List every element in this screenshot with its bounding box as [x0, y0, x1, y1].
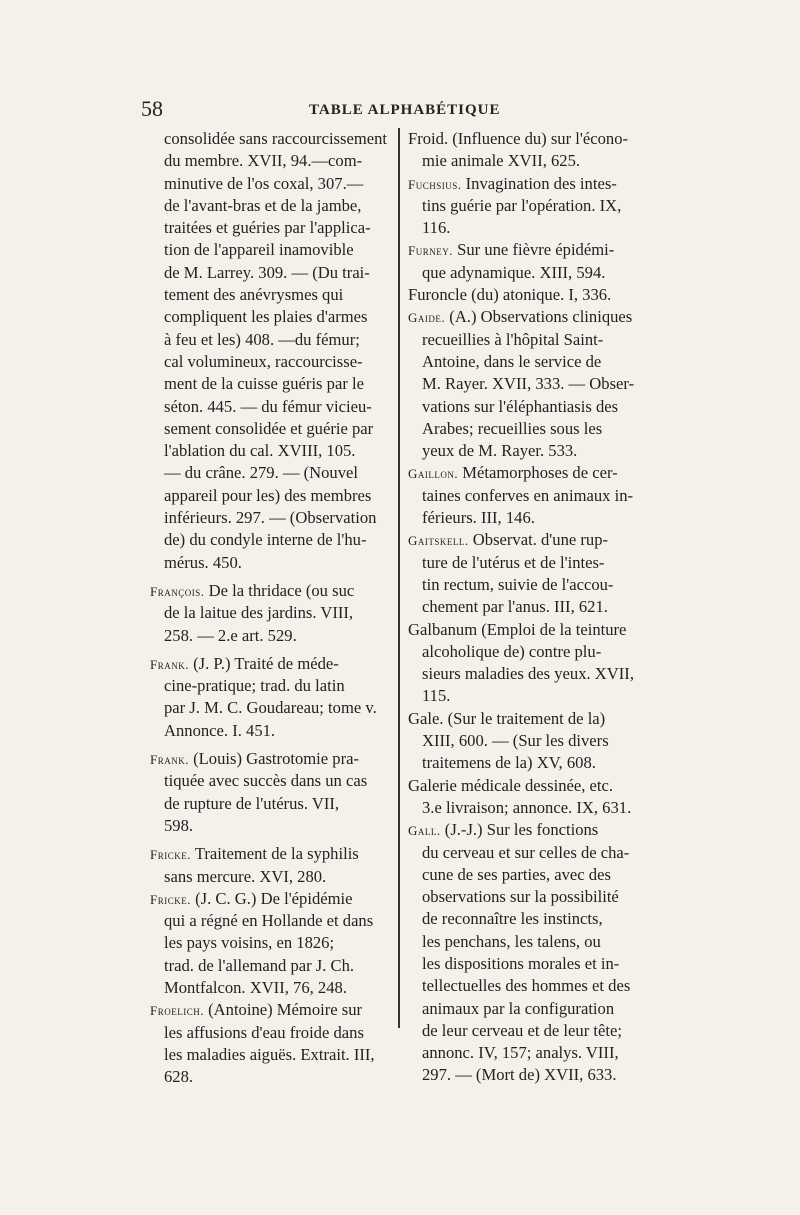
- entry-text: de M. Larrey. 309. — (Du trai-: [164, 262, 370, 282]
- entry-text: taines conferves en animaux in-: [422, 485, 634, 505]
- index-line: [408, 440, 660, 462]
- entry-text: Antoine, dans le service de: [422, 351, 602, 371]
- entry-text: de leur cerveau et de leur tête;: [422, 1020, 622, 1040]
- entry-text: 628.: [164, 1067, 194, 1087]
- index-line: [150, 1044, 392, 1066]
- entry-text: traitemens de la) XV, 608.: [422, 753, 596, 773]
- entry-text: cal volumineux, raccourcisse-: [164, 351, 363, 371]
- entry-author: François.: [150, 583, 205, 599]
- index-line: [408, 217, 660, 239]
- index-line: [150, 173, 392, 195]
- entry-text: Annonce. I. 451.: [164, 720, 276, 740]
- entry-text: du membre. XVII, 94.—com-: [164, 151, 363, 171]
- index-line: [150, 351, 392, 373]
- entry-text: consolidée sans raccourcissement: [164, 129, 388, 148]
- entry-text: Invagination des intes-: [461, 173, 617, 193]
- entry-text: tiquée avec succès dans un cas: [164, 771, 368, 791]
- index-line: [408, 485, 660, 507]
- entry-text: XIII, 600. — (Sur les divers: [422, 731, 609, 751]
- column-divider: [398, 128, 400, 1028]
- index-line: [150, 580, 392, 602]
- index-line: [150, 306, 392, 328]
- entry-text: Galerie médicale dessinée, etc.: [408, 775, 614, 795]
- entry-author: Fricke.: [150, 891, 191, 907]
- index-line: [150, 329, 392, 351]
- index-line: [408, 931, 660, 953]
- entry-text: M. Rayer. XVII, 333. — Obser-: [422, 374, 635, 394]
- index-line: [408, 128, 660, 150]
- index-line: [150, 977, 392, 999]
- entry-text: vations sur l'éléphantiasis des: [422, 396, 619, 416]
- entry-text: Sur une fièvre épidémi-: [452, 240, 615, 260]
- page-number: 58: [141, 96, 163, 121]
- index-line: [408, 596, 660, 618]
- entry-author: Furney.: [408, 243, 453, 259]
- index-line: [408, 708, 660, 730]
- index-line: [150, 373, 392, 395]
- entry-text: mérus. 450.: [164, 552, 242, 572]
- index-line: [408, 775, 660, 797]
- index-line: [150, 462, 392, 484]
- entry-text: chement par l'anus. III, 621.: [422, 597, 608, 617]
- entry-text: (J. C. G.) De l'épidémie: [190, 888, 353, 908]
- entry-text: Montfalcon. XVII, 76, 248.: [164, 977, 347, 997]
- index-line: [408, 462, 660, 484]
- entry-author: Gaitskell.: [408, 533, 469, 549]
- entry-author: Frank.: [150, 656, 189, 672]
- entry-text: les maladies aiguës. Extrait. III,: [164, 1044, 375, 1064]
- entry-text: tin rectum, suivie de l'accou-: [422, 574, 614, 594]
- entry-text: 116.: [422, 218, 451, 238]
- index-line: [150, 815, 392, 837]
- index-line: [150, 770, 392, 792]
- index-line: [408, 998, 660, 1020]
- index-line: [408, 752, 660, 774]
- entry-text: par J. M. C. Goudareau; tome v.: [164, 698, 377, 718]
- entry-text: férieurs. III, 146.: [422, 508, 535, 528]
- left-column: [150, 128, 392, 1088]
- index-line: [150, 748, 392, 770]
- entry-text: cune de ses parties, avec des: [422, 864, 611, 884]
- entry-text: 115.: [422, 686, 451, 706]
- index-line: [150, 866, 392, 888]
- index-line: [408, 886, 660, 908]
- index-line: [150, 529, 392, 551]
- index-line: [408, 418, 660, 440]
- index-line: [150, 602, 392, 624]
- entry-text: Arabes; recueillies sous les: [422, 418, 603, 438]
- entry-text: cine-pratique; trad. du latin: [164, 676, 345, 696]
- entry-text: tement des anévrysmes qui: [164, 285, 344, 305]
- entry-text: l'ablation du cal. XVIII, 105.: [164, 441, 356, 461]
- index-line: [150, 932, 392, 954]
- index-line: [408, 507, 660, 529]
- index-line: [150, 128, 392, 150]
- index-line: [408, 730, 660, 752]
- entry-text: De la thridace (ou suc: [204, 580, 355, 600]
- index-line: [408, 396, 660, 418]
- entry-text: yeux de M. Rayer. 533.: [422, 441, 578, 461]
- entry-text: mie animale XVII, 625.: [422, 151, 581, 171]
- index-line: [150, 485, 392, 507]
- index-line: [150, 217, 392, 239]
- entry-text: que adynamique. XIII, 594.: [422, 262, 606, 282]
- index-line: [150, 888, 392, 910]
- entry-text: tins guérie par l'opération. IX,: [422, 195, 622, 215]
- entry-text: Galbanum (Emploi de la teinture: [408, 619, 627, 639]
- index-line: [408, 173, 660, 195]
- index-line: [150, 697, 392, 719]
- index-line: [150, 440, 392, 462]
- index-line: [408, 685, 660, 707]
- index-line: [408, 641, 660, 663]
- entry-text: ture de l'utérus et de l'intes-: [422, 552, 605, 572]
- entry-text: (Louis) Gastrotomie pra-: [188, 749, 360, 769]
- entry-text: ment de la cuisse guéris par le: [164, 374, 364, 394]
- index-line: [408, 1020, 660, 1042]
- entry-text: de) du condyle interne de l'hu-: [164, 530, 367, 550]
- index-line: [408, 1042, 660, 1064]
- entry-text: à feu et les) 408. —du fémur;: [164, 329, 360, 349]
- index-line: [150, 625, 392, 647]
- entry-text: 3.e livraison; annonce. IX, 631.: [422, 797, 632, 817]
- index-line: [150, 955, 392, 977]
- index-line: [150, 284, 392, 306]
- entry-text: les penchans, les talens, ou: [422, 931, 601, 951]
- index-line: [150, 999, 392, 1021]
- entry-text: du cerveau et sur celles de cha-: [422, 842, 630, 862]
- entry-text: de rupture de l'utérus. VII,: [164, 793, 340, 813]
- entry-text: Gale. (Sur le traitement de la): [408, 708, 606, 728]
- entry-author: Gall.: [408, 823, 441, 839]
- index-line: [150, 720, 392, 742]
- entry-text: alcoholique de) contre plu-: [422, 641, 602, 661]
- entry-author: Frank.: [150, 752, 189, 768]
- entry-text: inférieurs. 297. — (Observation: [164, 508, 377, 528]
- index-line: [150, 262, 392, 284]
- entry-text: traitées et guéries par l'applica-: [164, 218, 371, 238]
- running-title: TABLE ALPHABÉTIQUE: [309, 102, 501, 118]
- index-line: [408, 908, 660, 930]
- entry-text: — du crâne. 279. — (Nouvel: [164, 463, 359, 483]
- entry-text: sans mercure. XVI, 280.: [164, 866, 327, 886]
- entry-text: minutive de l'os coxal, 307.—: [164, 173, 364, 193]
- entry-text: 258. — 2.e art. 529.: [164, 625, 297, 645]
- index-line: [408, 1064, 660, 1086]
- entry-author: Fuchsius.: [408, 176, 462, 192]
- index-line: [408, 864, 660, 886]
- entry-text: tellectuelles des hommes et des: [422, 976, 631, 996]
- entry-text: compliquent les plaies d'armes: [164, 307, 368, 327]
- entry-text: 598.: [164, 815, 194, 835]
- index-line: [408, 329, 660, 351]
- entry-author: Froelich.: [150, 1003, 204, 1019]
- entry-text: Traitement de la syphilis: [190, 844, 359, 864]
- index-line: [150, 653, 392, 675]
- index-line: [150, 239, 392, 261]
- index-line: [150, 150, 392, 172]
- index-line: [408, 552, 660, 574]
- entry-text: observations sur la possibilité: [422, 887, 619, 907]
- index-line: [150, 195, 392, 217]
- index-line: [150, 843, 392, 865]
- index-line: [150, 1022, 392, 1044]
- index-line: [408, 529, 660, 551]
- index-line: [150, 793, 392, 815]
- index-line: [150, 675, 392, 697]
- entry-text: sement consolidée et guérie par: [164, 418, 374, 438]
- index-line: [150, 1066, 392, 1088]
- entry-text: Froid. (Influence du) sur l'écono-: [408, 129, 629, 148]
- index-line: [150, 507, 392, 529]
- entry-text: de l'avant-bras et de la jambe,: [164, 195, 362, 215]
- index-line: [150, 396, 392, 418]
- index-line: [408, 842, 660, 864]
- entry-text: séton. 445. — du fémur vicieu-: [164, 396, 372, 416]
- entry-text: tion de l'appareil inamovible: [164, 240, 354, 260]
- index-line: [408, 195, 660, 217]
- entry-text: recueillies à l'hôpital Saint-: [422, 329, 604, 349]
- entry-text: (J. P.) Traité de méde-: [188, 653, 339, 673]
- index-line: [408, 975, 660, 997]
- entry-text: qui a régné en Hollande et dans: [164, 911, 374, 931]
- entry-text: 297. — (Mort de) XVII, 633.: [422, 1065, 617, 1085]
- index-line: [408, 373, 660, 395]
- index-line: [408, 953, 660, 975]
- index-line: [408, 262, 660, 284]
- entry-text: (J.-J.) Sur les fonctions: [440, 820, 599, 840]
- entry-author: Fricke.: [150, 847, 191, 863]
- index-line: [150, 552, 392, 574]
- entry-author: Gaide.: [408, 310, 446, 326]
- page-header: [141, 96, 661, 126]
- entry-text: appareil pour les) des membres: [164, 485, 372, 505]
- index-line: [408, 284, 660, 306]
- entry-author: Gaillon.: [408, 466, 459, 482]
- index-line: [408, 819, 660, 841]
- entry-text: sieurs maladies des yeux. XVII,: [422, 664, 634, 684]
- entry-text: trad. de l'allemand par J. Ch.: [164, 955, 355, 975]
- index-line: [408, 239, 660, 261]
- entry-text: Observat. d'une rup-: [468, 530, 609, 550]
- entry-text: Furoncle (du) atonique. I, 336.: [408, 285, 612, 305]
- index-line: [408, 351, 660, 373]
- index-line: [150, 418, 392, 440]
- entry-text: les dispositions morales et in-: [422, 953, 620, 973]
- entry-text: de la laitue des jardins. VIII,: [164, 603, 354, 623]
- entry-text: Métamorphoses de cer-: [458, 463, 618, 483]
- index-line: [408, 797, 660, 819]
- index-line: [408, 150, 660, 172]
- entry-text: de reconnaître les instincts,: [422, 909, 603, 929]
- index-line: [408, 619, 660, 641]
- index-line: [408, 663, 660, 685]
- entry-text: animaux par la configuration: [422, 998, 615, 1018]
- right-column: [408, 128, 660, 1087]
- index-line: [408, 574, 660, 596]
- index-line: [150, 910, 392, 932]
- entry-text: (A.) Observations cliniques: [445, 307, 633, 327]
- entry-text: les affusions d'eau froide dans: [164, 1022, 364, 1042]
- entry-text: les pays voisins, en 1826;: [164, 933, 335, 953]
- entry-text: (Antoine) Mémoire sur: [203, 1000, 363, 1020]
- entry-text: annonc. IV, 157; analys. VIII,: [422, 1043, 619, 1063]
- index-line: [408, 306, 660, 328]
